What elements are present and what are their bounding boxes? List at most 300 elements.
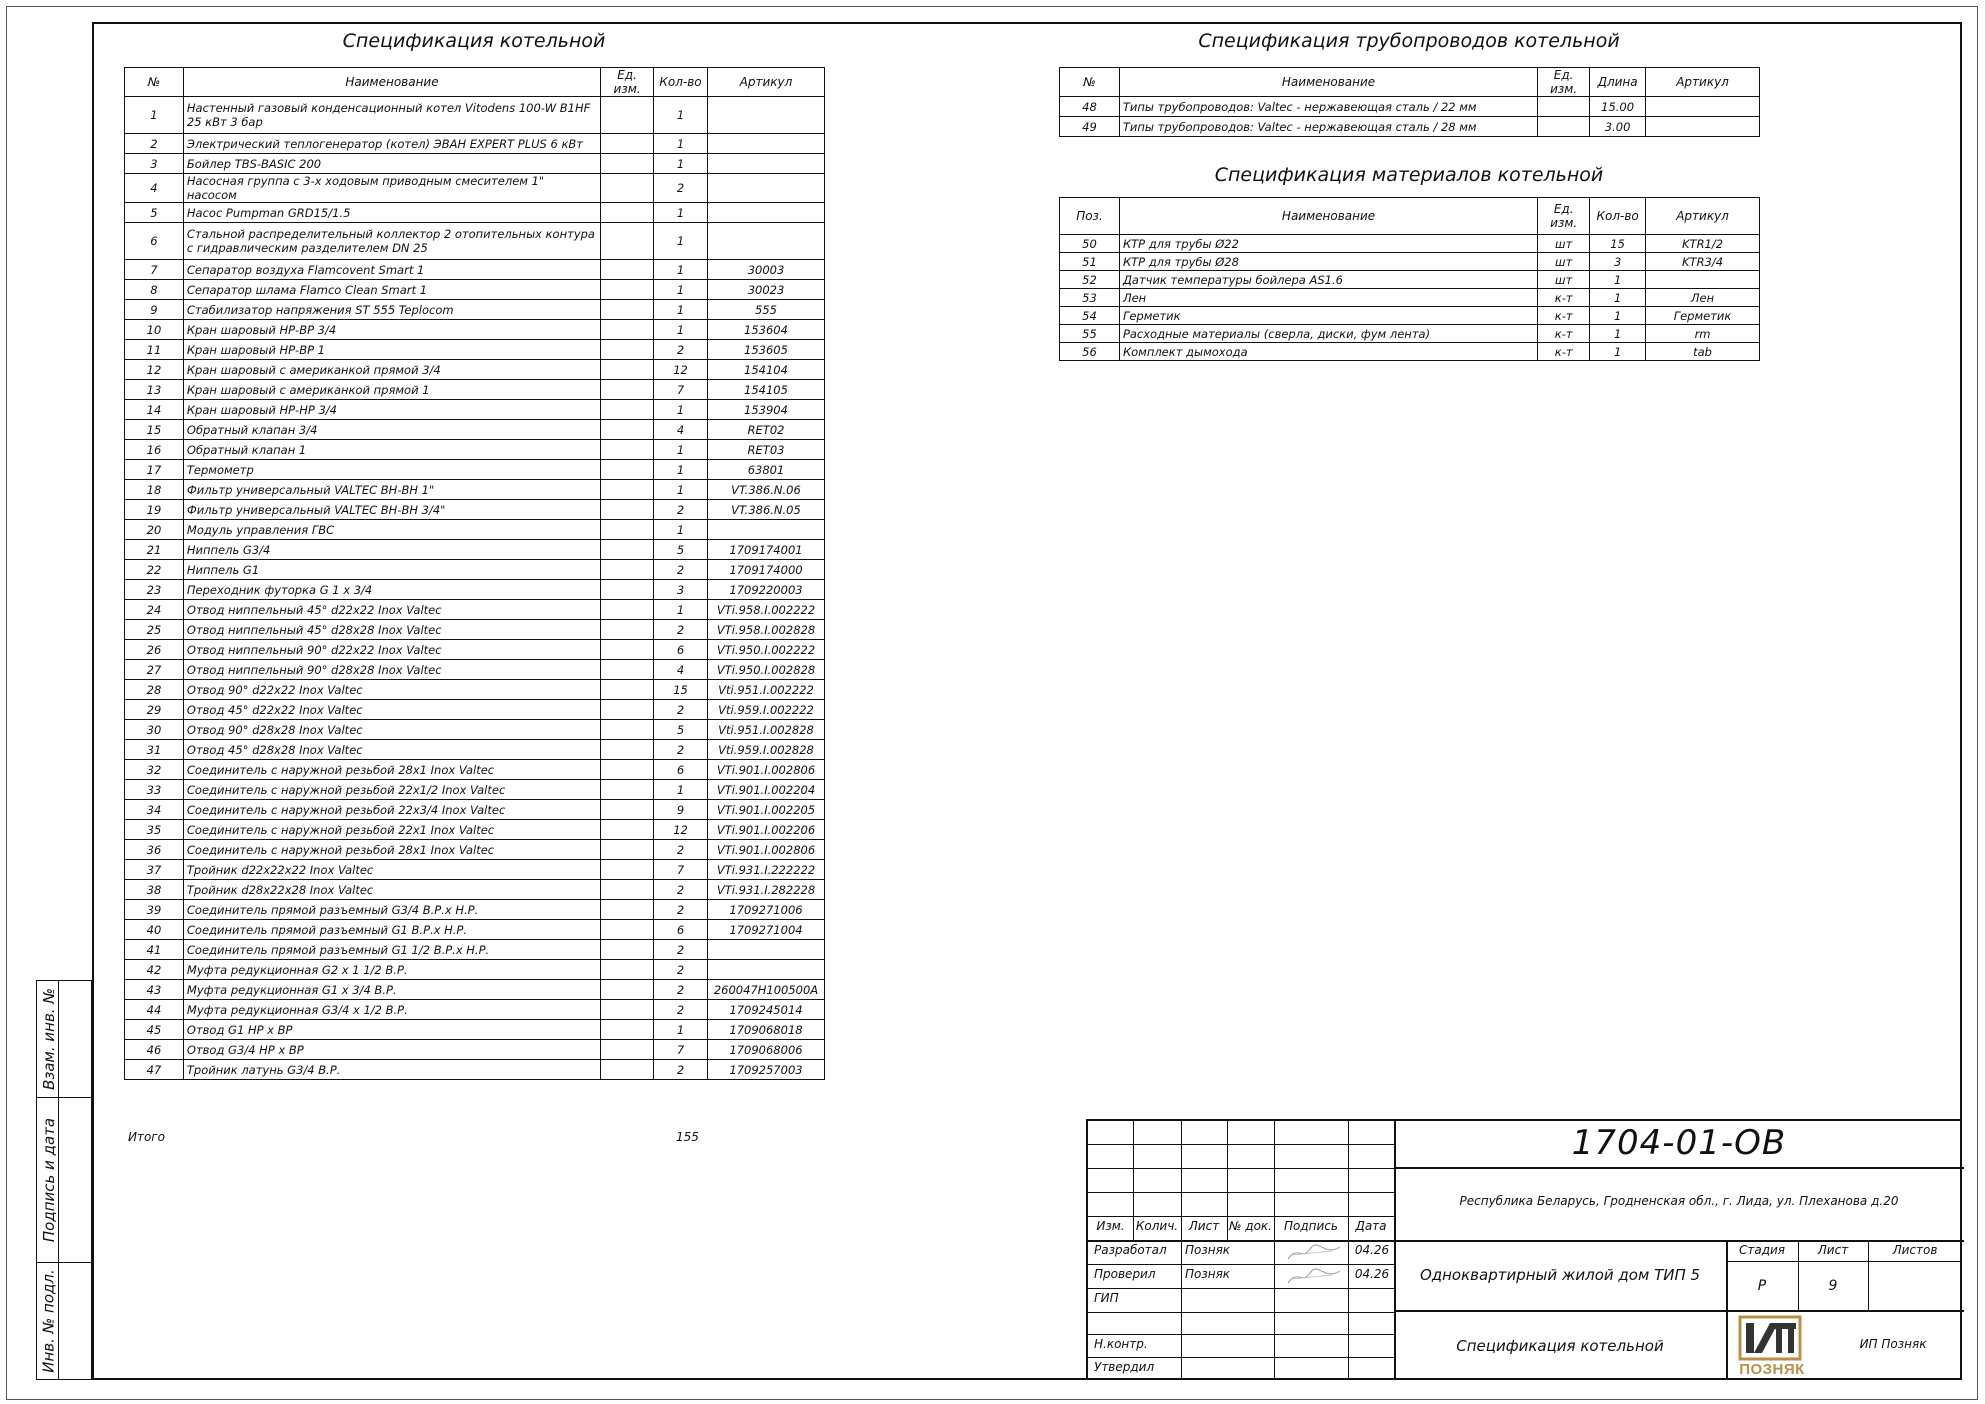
table-row xyxy=(125,760,825,780)
quantity: 3.00 xyxy=(1590,117,1646,137)
col-header: Дата xyxy=(1355,1219,1387,1233)
row-number: 6 xyxy=(125,223,184,260)
article: 1709174000 xyxy=(707,560,824,580)
pipe-spec-title: Спецификация трубопроводов котельной xyxy=(1198,30,1620,52)
article xyxy=(1646,271,1760,289)
table-row xyxy=(125,400,825,420)
row-number: 30 xyxy=(125,720,184,740)
quantity: 2 xyxy=(654,560,708,580)
quantity: 15 xyxy=(654,680,708,700)
table-row xyxy=(125,300,825,320)
column-header: Ед. изм. xyxy=(1538,68,1590,97)
row-number: 53 xyxy=(1060,289,1120,307)
quantity: 1 xyxy=(654,97,708,134)
quantity: 5 xyxy=(654,720,708,740)
quantity: 1 xyxy=(654,460,708,480)
side-inv-label: Инв. № подл. xyxy=(40,1269,59,1373)
unit xyxy=(601,580,654,600)
sheet-title: Спецификация котельной xyxy=(1456,1337,1664,1355)
article: Vti.951.I.002828 xyxy=(707,720,824,740)
article: 153904 xyxy=(707,400,824,420)
article xyxy=(1646,97,1760,117)
article: 260047H100500A xyxy=(707,980,824,1000)
column-header: Кол-во xyxy=(654,68,708,97)
item-name: Комплект дымохода xyxy=(1119,343,1537,361)
item-name: Сепаратор шлама Flamco Clean Smart 1 xyxy=(183,280,600,300)
side-vzam-label: Взам. инв. № xyxy=(40,988,58,1090)
table-row xyxy=(125,940,825,960)
column-header: Наименование xyxy=(183,68,600,97)
table-row xyxy=(125,320,825,340)
quantity: 4 xyxy=(654,420,708,440)
table-row xyxy=(125,203,825,223)
role-role: Разработал xyxy=(1094,1243,1167,1257)
article: VTi.950.I.002222 xyxy=(707,640,824,660)
table-row xyxy=(125,340,825,360)
row-number: 43 xyxy=(125,980,184,1000)
item-name: Соединитель с наружной резьбой 22x1 Inox Valtec xyxy=(183,820,600,840)
row-number: 3 xyxy=(125,154,184,174)
item-name: Насосная группа с 3-х ходовым приводным смесителем 1" насосом xyxy=(183,174,600,203)
unit xyxy=(601,880,654,900)
article: VTi.901.I.002806 xyxy=(707,840,824,860)
signature-1 xyxy=(1284,1243,1344,1263)
item-name: Настенный газовый конденсационный котел Vitodens 100-W B1HF 25 кВт 3 бар xyxy=(183,97,600,134)
item-name: Стальной распределительный коллектор 2 отопительных контура с гидравлическим разделителем DN 25 xyxy=(183,223,600,260)
quantity: 2 xyxy=(654,740,708,760)
quantity: 9 xyxy=(654,800,708,820)
table-row xyxy=(125,620,825,640)
total-value: 155 xyxy=(676,1130,699,1144)
row-number: 32 xyxy=(125,760,184,780)
row-number: 14 xyxy=(125,400,184,420)
table-row xyxy=(125,500,825,520)
quantity: 1 xyxy=(654,1020,708,1040)
row-number: 18 xyxy=(125,480,184,500)
item-name: Отвод 45° d22x22 Inox Valtec xyxy=(183,700,600,720)
unit xyxy=(601,620,654,640)
table-row xyxy=(1060,235,1760,253)
row-number: 15 xyxy=(125,420,184,440)
quantity: 12 xyxy=(654,820,708,840)
row-number: 25 xyxy=(125,620,184,640)
quantity: 4 xyxy=(654,660,708,680)
quantity: 1 xyxy=(654,320,708,340)
table-row xyxy=(125,740,825,760)
article xyxy=(707,520,824,540)
company-name: ИП Позняк xyxy=(1859,1337,1927,1351)
pipe-spec-table xyxy=(1059,67,1760,137)
item-name: Фильтр универсальный VALTEC ВН-ВН 3/4" xyxy=(183,500,600,520)
row-number: 5 xyxy=(125,203,184,223)
article xyxy=(707,940,824,960)
row-number: 8 xyxy=(125,280,184,300)
unit xyxy=(601,840,654,860)
item-name: Датчик температуры бойлера AS1.6 xyxy=(1119,271,1537,289)
address: Республика Беларусь, Гродненская обл., г. Лида, ул. Плеханова д.20 xyxy=(1459,1194,1899,1208)
quantity: 2 xyxy=(654,900,708,920)
column-header: Наименование xyxy=(1119,68,1537,97)
article: VTi.931.I.282228 xyxy=(707,880,824,900)
row-number: 20 xyxy=(125,520,184,540)
material-spec-title: Спецификация материалов котельной xyxy=(1214,164,1604,186)
unit xyxy=(601,380,654,400)
article: 153605 xyxy=(707,340,824,360)
quantity: 2 xyxy=(654,1000,708,1020)
row-number: 38 xyxy=(125,880,184,900)
item-name: Отвод 45° d28x28 Inox Valtec xyxy=(183,740,600,760)
item-name: Насос Pumpman GRD15/1.5 xyxy=(183,203,600,223)
unit xyxy=(601,460,654,480)
item-name: Соединитель с наружной резьбой 22x1/2 Inox Valtec xyxy=(183,780,600,800)
item-name: Бойлер TBS-BASIC 200 xyxy=(183,154,600,174)
row-number: 33 xyxy=(125,780,184,800)
table-row xyxy=(1060,343,1760,361)
column-header: Наименование xyxy=(1119,198,1537,235)
table-row xyxy=(125,840,825,860)
table-row xyxy=(125,980,825,1000)
row-number: 54 xyxy=(1060,307,1120,325)
quantity: 1 xyxy=(654,203,708,223)
article xyxy=(707,134,824,154)
table-row xyxy=(125,440,825,460)
article: RET02 xyxy=(707,420,824,440)
item-name: Кран шаровый с американкой прямой 3/4 xyxy=(183,360,600,380)
item-name: Соединитель с наружной резьбой 28x1 Inox Valtec xyxy=(183,760,600,780)
row-number: 29 xyxy=(125,700,184,720)
row-number: 2 xyxy=(125,134,184,154)
article: 154104 xyxy=(707,360,824,380)
table-row xyxy=(125,920,825,940)
item-name: Соединитель прямой разъемный G3/4 В.Р.х Н.Р. xyxy=(183,900,600,920)
sheets-label: Листов xyxy=(1892,1243,1938,1257)
item-name: Соединитель прямой разъемный G1 1/2 В.Р.х Н.Р. xyxy=(183,940,600,960)
article: Vti.951.I.002222 xyxy=(707,680,824,700)
unit xyxy=(601,1020,654,1040)
unit xyxy=(601,154,654,174)
item-name: Отвод 90° d22x22 Inox Valtec xyxy=(183,680,600,700)
row-number: 26 xyxy=(125,640,184,660)
unit xyxy=(601,820,654,840)
sheet-value: 9 xyxy=(1828,1278,1838,1294)
row-number: 10 xyxy=(125,320,184,340)
unit xyxy=(601,540,654,560)
role-name: Позняк xyxy=(1185,1267,1231,1281)
table-row xyxy=(1060,253,1760,271)
table-row xyxy=(125,600,825,620)
quantity: 2 xyxy=(654,620,708,640)
unit xyxy=(601,940,654,960)
row-number: 12 xyxy=(125,360,184,380)
column-header: № xyxy=(125,68,184,97)
unit: к-т xyxy=(1538,289,1590,307)
quantity: 2 xyxy=(654,700,708,720)
unit: к-т xyxy=(1538,325,1590,343)
row-number: 16 xyxy=(125,440,184,460)
quantity: 1 xyxy=(654,260,708,280)
quantity: 2 xyxy=(654,340,708,360)
quantity: 2 xyxy=(654,174,708,203)
table-row xyxy=(125,960,825,980)
column-header: Артикул xyxy=(1646,198,1760,235)
table-row xyxy=(125,280,825,300)
col-header: № док. xyxy=(1229,1219,1272,1233)
row-number: 48 xyxy=(1060,97,1120,117)
sheet-label: Лист xyxy=(1817,1243,1849,1257)
quantity: 15 xyxy=(1590,235,1646,253)
article xyxy=(1646,117,1760,137)
col-header: Колич. xyxy=(1135,1219,1179,1233)
row-number: 27 xyxy=(125,660,184,680)
article: Vti.959.I.002828 xyxy=(707,740,824,760)
total-label: Итого xyxy=(128,1130,165,1144)
item-name: Отвод G3/4 НР х ВР xyxy=(183,1040,600,1060)
item-name: Соединитель с наружной резьбой 22x3/4 Inox Valtec xyxy=(183,800,600,820)
article xyxy=(707,960,824,980)
column-header: Ед. изм. xyxy=(601,68,654,97)
unit xyxy=(601,97,654,134)
table-row xyxy=(125,97,825,134)
quantity: 2 xyxy=(654,880,708,900)
quantity: 1 xyxy=(654,520,708,540)
article: VTi.958.I.002828 xyxy=(707,620,824,640)
stage-value: Р xyxy=(1757,1278,1767,1294)
row-number: 24 xyxy=(125,600,184,620)
row-number: 11 xyxy=(125,340,184,360)
article: VTi.958.I.002222 xyxy=(707,600,824,620)
article: Vti.959.I.002222 xyxy=(707,700,824,720)
article: VT.386.N.06 xyxy=(707,480,824,500)
article: 1709271004 xyxy=(707,920,824,940)
article: 1709068018 xyxy=(707,1020,824,1040)
row-number: 47 xyxy=(125,1060,184,1080)
unit xyxy=(601,480,654,500)
unit xyxy=(601,980,654,1000)
table-row xyxy=(125,174,825,203)
table-row xyxy=(125,480,825,500)
article: 63801 xyxy=(707,460,824,480)
quantity: 1 xyxy=(654,134,708,154)
quantity: 1 xyxy=(654,440,708,460)
side-stamp-inv xyxy=(36,1262,92,1380)
row-number: 52 xyxy=(1060,271,1120,289)
document-code: 1704-01-ОВ xyxy=(1571,1123,1787,1163)
quantity: 2 xyxy=(654,500,708,520)
quantity: 6 xyxy=(654,920,708,940)
unit xyxy=(601,800,654,820)
article: VTi.901.I.002205 xyxy=(707,800,824,820)
role-date: 04.26 xyxy=(1354,1243,1390,1257)
table-row xyxy=(125,560,825,580)
item-name: Ниппель G3/4 xyxy=(183,540,600,560)
quantity: 1 xyxy=(654,280,708,300)
column-header: № xyxy=(1060,68,1120,97)
quantity: 2 xyxy=(654,960,708,980)
row-number: 9 xyxy=(125,300,184,320)
item-name: Стабилизатор напряжения ST 555 Teplocom xyxy=(183,300,600,320)
column-header: Ед. изм. xyxy=(1538,198,1590,235)
table-row xyxy=(125,520,825,540)
item-name: Отвод ниппельный 90° d28x28 Inox Valtec xyxy=(183,660,600,680)
row-number: 31 xyxy=(125,740,184,760)
quantity: 1 xyxy=(654,154,708,174)
item-name: Отвод 90° d28x28 Inox Valtec xyxy=(183,720,600,740)
unit xyxy=(601,640,654,660)
quantity: 1 xyxy=(1590,307,1646,325)
unit xyxy=(601,134,654,154)
article: 154105 xyxy=(707,380,824,400)
quantity: 1 xyxy=(654,600,708,620)
unit: шт xyxy=(1538,271,1590,289)
table-row xyxy=(125,900,825,920)
role-role: ГИП xyxy=(1094,1291,1119,1305)
unit xyxy=(601,700,654,720)
logo-word: ПОЗНЯК xyxy=(1739,1361,1805,1378)
side-stamp-podpis xyxy=(36,1097,92,1263)
unit xyxy=(601,280,654,300)
table-row xyxy=(125,640,825,660)
row-number: 56 xyxy=(1060,343,1120,361)
table-row xyxy=(1060,307,1760,325)
quantity: 12 xyxy=(654,360,708,380)
item-name: Сепаратор воздуха Flamcovent Smart 1 xyxy=(183,260,600,280)
item-name: Герметик xyxy=(1119,307,1537,325)
table-row xyxy=(125,420,825,440)
quantity: 1 xyxy=(1590,325,1646,343)
quantity: 1 xyxy=(1590,289,1646,307)
row-number: 55 xyxy=(1060,325,1120,343)
unit xyxy=(601,680,654,700)
side-podpis-label: Подпись и дата xyxy=(40,1117,58,1243)
quantity: 3 xyxy=(1590,253,1646,271)
item-name: Кран шаровый НР-ВР 1 xyxy=(183,340,600,360)
unit xyxy=(601,780,654,800)
article: 1709174001 xyxy=(707,540,824,560)
article xyxy=(707,97,824,134)
row-number: 46 xyxy=(125,1040,184,1060)
unit xyxy=(601,740,654,760)
unit xyxy=(601,320,654,340)
article: VTi.901.I.002206 xyxy=(707,820,824,840)
row-number: 44 xyxy=(125,1000,184,1020)
table-row xyxy=(1060,325,1760,343)
unit: шт xyxy=(1538,253,1590,271)
unit xyxy=(601,1040,654,1060)
role-name: Позняк xyxy=(1185,1243,1231,1257)
column-header: Длина xyxy=(1590,68,1646,97)
table-row xyxy=(125,380,825,400)
unit: к-т xyxy=(1538,307,1590,325)
unit xyxy=(601,203,654,223)
unit xyxy=(601,360,654,380)
item-name: Соединитель с наружной резьбой 28x1 Inox Valtec xyxy=(183,840,600,860)
item-name: Тройник латунь G3/4 В.Р. xyxy=(183,1060,600,1080)
quantity: 1 xyxy=(654,400,708,420)
item-name: Отвод ниппельный 90° d22x22 Inox Valtec xyxy=(183,640,600,660)
role-role: Н.контр. xyxy=(1094,1337,1148,1351)
item-name: Муфта редукционная G2 x 1 1/2 В.Р. xyxy=(183,960,600,980)
item-name: Тройник d22x22x22 Inox Valtec xyxy=(183,860,600,880)
unit xyxy=(601,420,654,440)
row-number: 28 xyxy=(125,680,184,700)
table-row xyxy=(125,1000,825,1020)
signature-2 xyxy=(1284,1267,1344,1287)
quantity: 15.00 xyxy=(1590,97,1646,117)
table-row xyxy=(125,720,825,740)
item-name: Термометр xyxy=(183,460,600,480)
table-row xyxy=(125,660,825,680)
column-header: Артикул xyxy=(707,68,824,97)
article: 1709257003 xyxy=(707,1060,824,1080)
row-number: 45 xyxy=(125,1020,184,1040)
title-block xyxy=(1086,1119,1962,1380)
article: KTR1/2 xyxy=(1646,235,1760,253)
article: tab xyxy=(1646,343,1760,361)
table-row xyxy=(125,880,825,900)
company-logo xyxy=(1732,1315,1812,1379)
item-name: Переходник футорка G 1 x 3/4 xyxy=(183,580,600,600)
article: rm xyxy=(1646,325,1760,343)
article: 1709245014 xyxy=(707,1000,824,1020)
object-name: Одноквартирный жилой дом ТИП 5 xyxy=(1419,1266,1701,1284)
article: Герметик xyxy=(1646,307,1760,325)
item-name: Расходные материалы (сверла, диски, фум лента) xyxy=(1119,325,1537,343)
col-header: Лист xyxy=(1188,1219,1220,1233)
row-number: 35 xyxy=(125,820,184,840)
article: KTR3/4 xyxy=(1646,253,1760,271)
col-header: Подпись xyxy=(1284,1219,1338,1233)
table-row xyxy=(125,223,825,260)
item-name: КТР для трубы Ø22 xyxy=(1119,235,1537,253)
article xyxy=(707,154,824,174)
col-header: Изм. xyxy=(1096,1219,1125,1233)
column-header: Поз. xyxy=(1060,198,1120,235)
unit xyxy=(601,223,654,260)
unit xyxy=(601,860,654,880)
article: VT.386.N.05 xyxy=(707,500,824,520)
unit xyxy=(1538,117,1590,137)
item-name: Кран шаровый НР-ВР 3/4 xyxy=(183,320,600,340)
article: 1709220003 xyxy=(707,580,824,600)
item-name: КТР для трубы Ø28 xyxy=(1119,253,1537,271)
item-name: Муфта редукционная G1 x 3/4 В.Р. xyxy=(183,980,600,1000)
article: 1709068006 xyxy=(707,1040,824,1060)
unit xyxy=(601,300,654,320)
quantity: 2 xyxy=(654,1060,708,1080)
article: VTi.901.I.002204 xyxy=(707,780,824,800)
quantity: 7 xyxy=(654,380,708,400)
quantity: 7 xyxy=(654,860,708,880)
quantity: 1 xyxy=(654,780,708,800)
row-number: 51 xyxy=(1060,253,1120,271)
item-name: Муфта редукционная G3/4 x 1/2 В.Р. xyxy=(183,1000,600,1020)
item-name: Электрический теплогенератор (котел) ЭВАН EXPERT PLUS 6 кВт xyxy=(183,134,600,154)
row-number: 37 xyxy=(125,860,184,880)
item-name: Типы трубопроводов: Valtec - нержавеющая сталь / 28 мм xyxy=(1119,117,1537,137)
row-number: 19 xyxy=(125,500,184,520)
item-name: Отвод G1 НР х ВР xyxy=(183,1020,600,1040)
quantity: 5 xyxy=(654,540,708,560)
quantity: 3 xyxy=(654,580,708,600)
item-name: Кран шаровый НР-НР 3/4 xyxy=(183,400,600,420)
item-name: Лен xyxy=(1119,289,1537,307)
article xyxy=(707,174,824,203)
row-number: 17 xyxy=(125,460,184,480)
row-number: 21 xyxy=(125,540,184,560)
table-row xyxy=(125,1060,825,1080)
unit xyxy=(601,600,654,620)
stage-label: Стадия xyxy=(1738,1243,1786,1257)
